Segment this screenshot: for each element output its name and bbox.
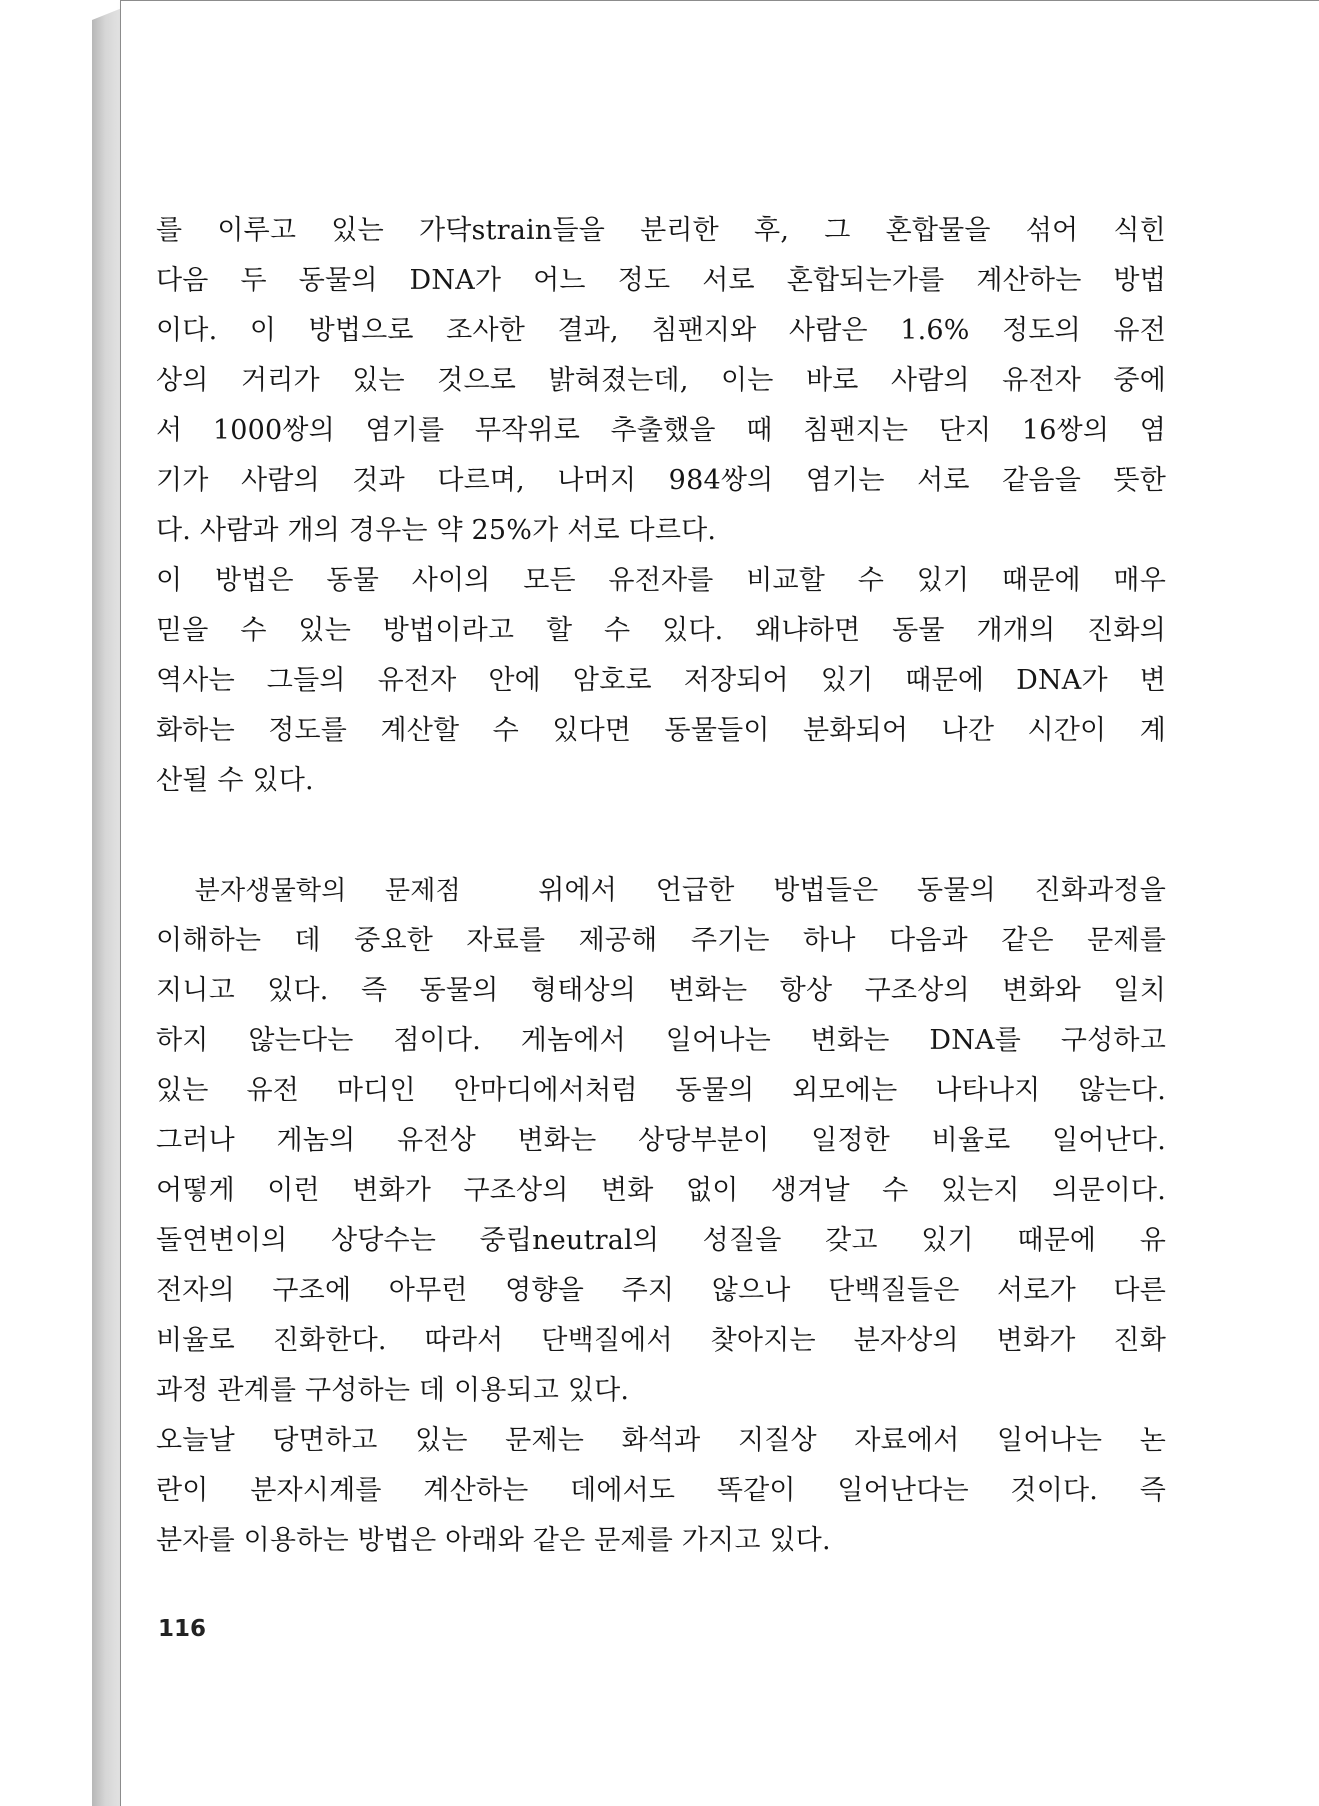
heading-line: [156, 866, 1166, 916]
text-line: 과정 관계를 구성하는 데 이용되고 있다.: [156, 1375, 630, 1406]
text-line: 이해하는 데 중요한 자료를 제공해 주기는 하나 다음과 같은 문제를: [156, 925, 1166, 956]
paragraph-block-bottom: [156, 866, 1166, 1566]
text-line: 비율로 진화한다. 따라서 단백질에서 찾아지는 분자상의 변화가 진화: [156, 1325, 1166, 1356]
paragraph-block-top: [156, 206, 1166, 806]
text-line: 이 방법은 동물 사이의 모든 유전자를 비교할 수 있기 때문에 매우: [156, 565, 1166, 596]
text-line: 있는 유전 마디인 안마디에서처럼 동물의 외모에는 나타나지 않는다.: [156, 1075, 1166, 1106]
text-line: 분자를 이용하는 방법은 아래와 같은 문제를 가지고 있다.: [156, 1525, 831, 1556]
heading-line-text: 위에서 언급한 방법들은 동물의 진화과정을: [538, 875, 1166, 906]
text-line: 이다. 이 방법으로 조사한 결과, 침팬지와 사람은 1.6% 정도의 유전: [156, 315, 1166, 346]
text-line: 서 1000쌍의 염기를 무작위로 추출했을 때 침팬지는 단지 16쌍의 염: [156, 415, 1166, 446]
text-line: 다음 두 동물의 DNA가 어느 정도 서로 혼합되는가를 계산하는 방법: [156, 265, 1166, 296]
text-line: 산될 수 있다.: [156, 765, 314, 796]
text-line: 화하는 정도를 계산할 수 있다면 동물들이 분화되어 나간 시간이 계: [156, 715, 1166, 746]
text-line: 오늘날 당면하고 있는 문제는 화석과 지질상 자료에서 일어나는 논: [156, 1425, 1166, 1456]
section-heading: 분자생물학의 문제점: [194, 876, 461, 906]
book-spine-edge: [92, 8, 122, 1806]
text-line: 돌연변이의 상당수는 중립neutral의 성질을 갖고 있기 때문에 유: [156, 1225, 1166, 1256]
page-number: 116: [158, 1616, 207, 1642]
text-line: 역사는 그들의 유전자 안에 암호로 저장되어 있기 때문에 DNA가 변: [156, 665, 1166, 696]
text-line: 하지 않는다는 점이다. 게놈에서 일어나는 변화는 DNA를 구성하고: [156, 1025, 1166, 1056]
text-line: 지니고 있다. 즉 동물의 형태상의 변화는 항상 구조상의 변화와 일치: [156, 975, 1166, 1006]
text-line: 란이 분자시계를 계산하는 데에서도 똑같이 일어난다는 것이다. 즉: [156, 1475, 1166, 1506]
text-line: 어떻게 이런 변화가 구조상의 변화 없이 생겨날 수 있는지 의문이다.: [156, 1175, 1166, 1206]
text-line: 다. 사람과 개의 경우는 약 25%가 서로 다르다.: [156, 515, 717, 546]
text-line: 를 이루고 있는 가닥strain들을 분리한 후, 그 혼합물을 섞어 식힌: [156, 215, 1166, 246]
text-line: 믿을 수 있는 방법이라고 할 수 있다. 왜냐하면 동물 개개의 진화의: [156, 615, 1166, 646]
text-line: 전자의 구조에 아무런 영향을 주지 않으나 단백질들은 서로가 다른: [156, 1275, 1166, 1306]
text-line: 그러나 게놈의 유전상 변화는 상당부분이 일정한 비율로 일어난다.: [156, 1125, 1166, 1156]
text-line: 기가 사람의 것과 다르며, 나머지 984쌍의 염기는 서로 같음을 뜻한: [156, 465, 1166, 496]
text-line: 상의 거리가 있는 것으로 밝혀졌는데, 이는 바로 사람의 유전자 중에: [156, 365, 1166, 396]
